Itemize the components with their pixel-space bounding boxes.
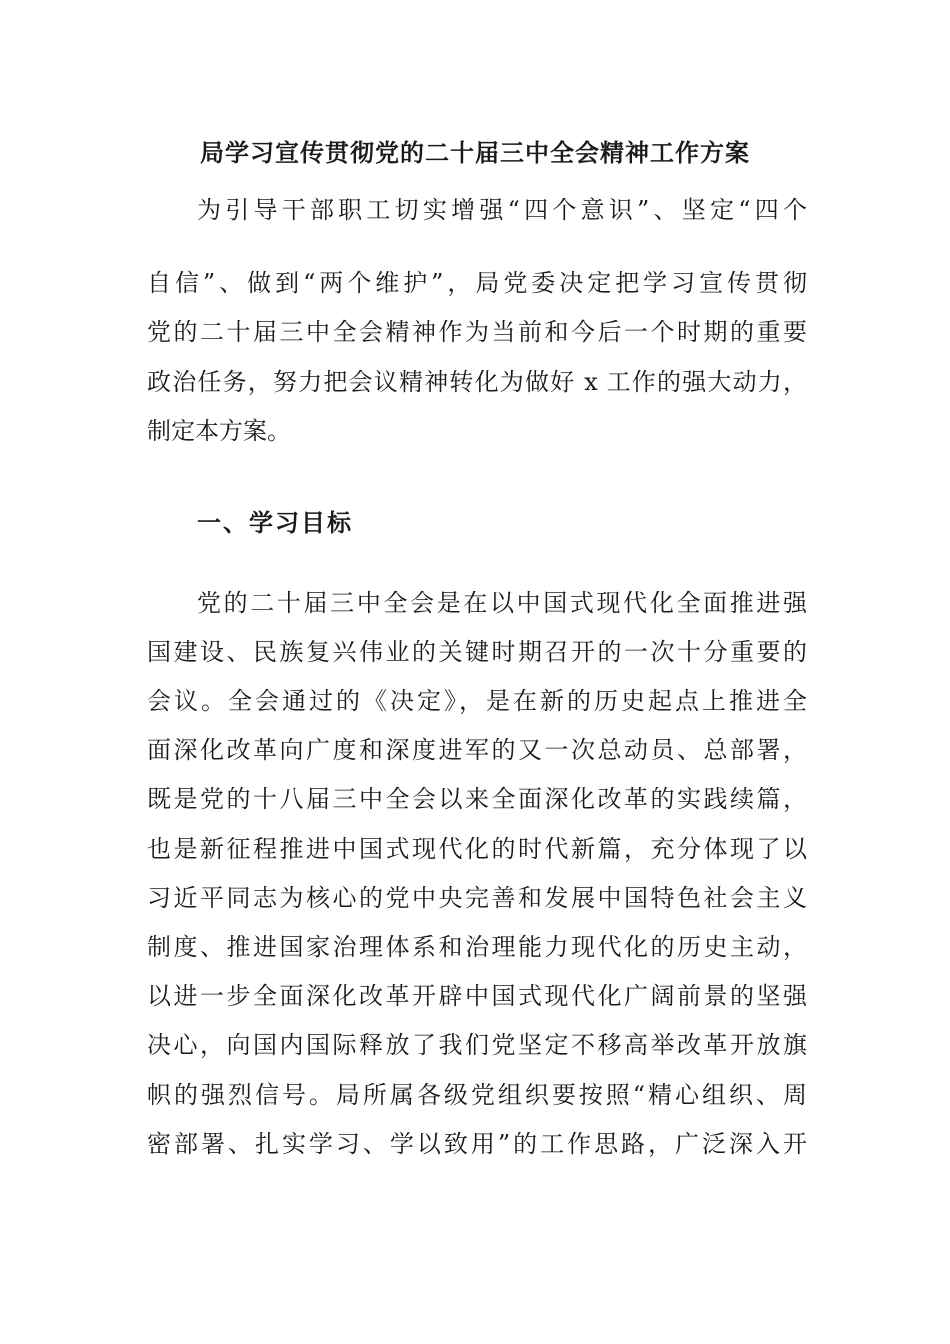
body-line: 面深化改革向广度和深度进军的又一次总动员、总部署， [147,736,807,764]
intro-line: 党的二十届三中全会精神作为当前和今后一个时期的重要 [147,318,807,346]
body-line: 制度、推进国家治理体系和治理能力现代化的历史主动， [147,933,807,961]
intro-line: 政治任务，努力把会议精神转化为做好 x 工作的强大动力， [147,368,807,396]
section-heading: 一、学习目标 [197,508,353,537]
intro-line: 制定本方案。 [147,417,291,445]
body-line: 密部署、扎实学习、学以致用”的工作思路，广泛深入开 [147,1130,807,1158]
document-title: 局学习宣传贯彻党的二十届三中全会精神工作方案 [200,138,750,167]
body-line: 国建设、民族复兴伟业的关键时期召开的一次十分重要的 [147,638,807,666]
intro-line: 自信”、做到“两个维护”，局党委决定把学习宣传贯彻 [147,269,807,297]
body-line: 决心，向国内国际释放了我们党坚定不移高举改革开放旗 [147,1031,807,1059]
body-line: 以进一步全面深化改革开辟中国式现代化广阔前景的坚强 [147,982,807,1010]
body-line: 帜的强烈信号。局所属各级党组织要按照“精心组织、周 [147,1081,807,1109]
body-line: 会议。全会通过的《决定》，是在新的历史起点上推进全 [147,687,807,715]
body-line: 习近平同志为核心的党中央完善和发展中国特色社会主义 [147,884,807,912]
body-line: 也是新征程推进中国式现代化的时代新篇，充分体现了以 [147,835,807,863]
body-line: 既是党的十八届三中全会以来全面深化改革的实践续篇， [147,785,807,813]
body-line: 党的二十届三中全会是在以中国式现代化全面推进强 [197,589,807,617]
intro-line: 为引导干部职工切实增强“四个意识”、坚定“四个 [197,196,807,224]
